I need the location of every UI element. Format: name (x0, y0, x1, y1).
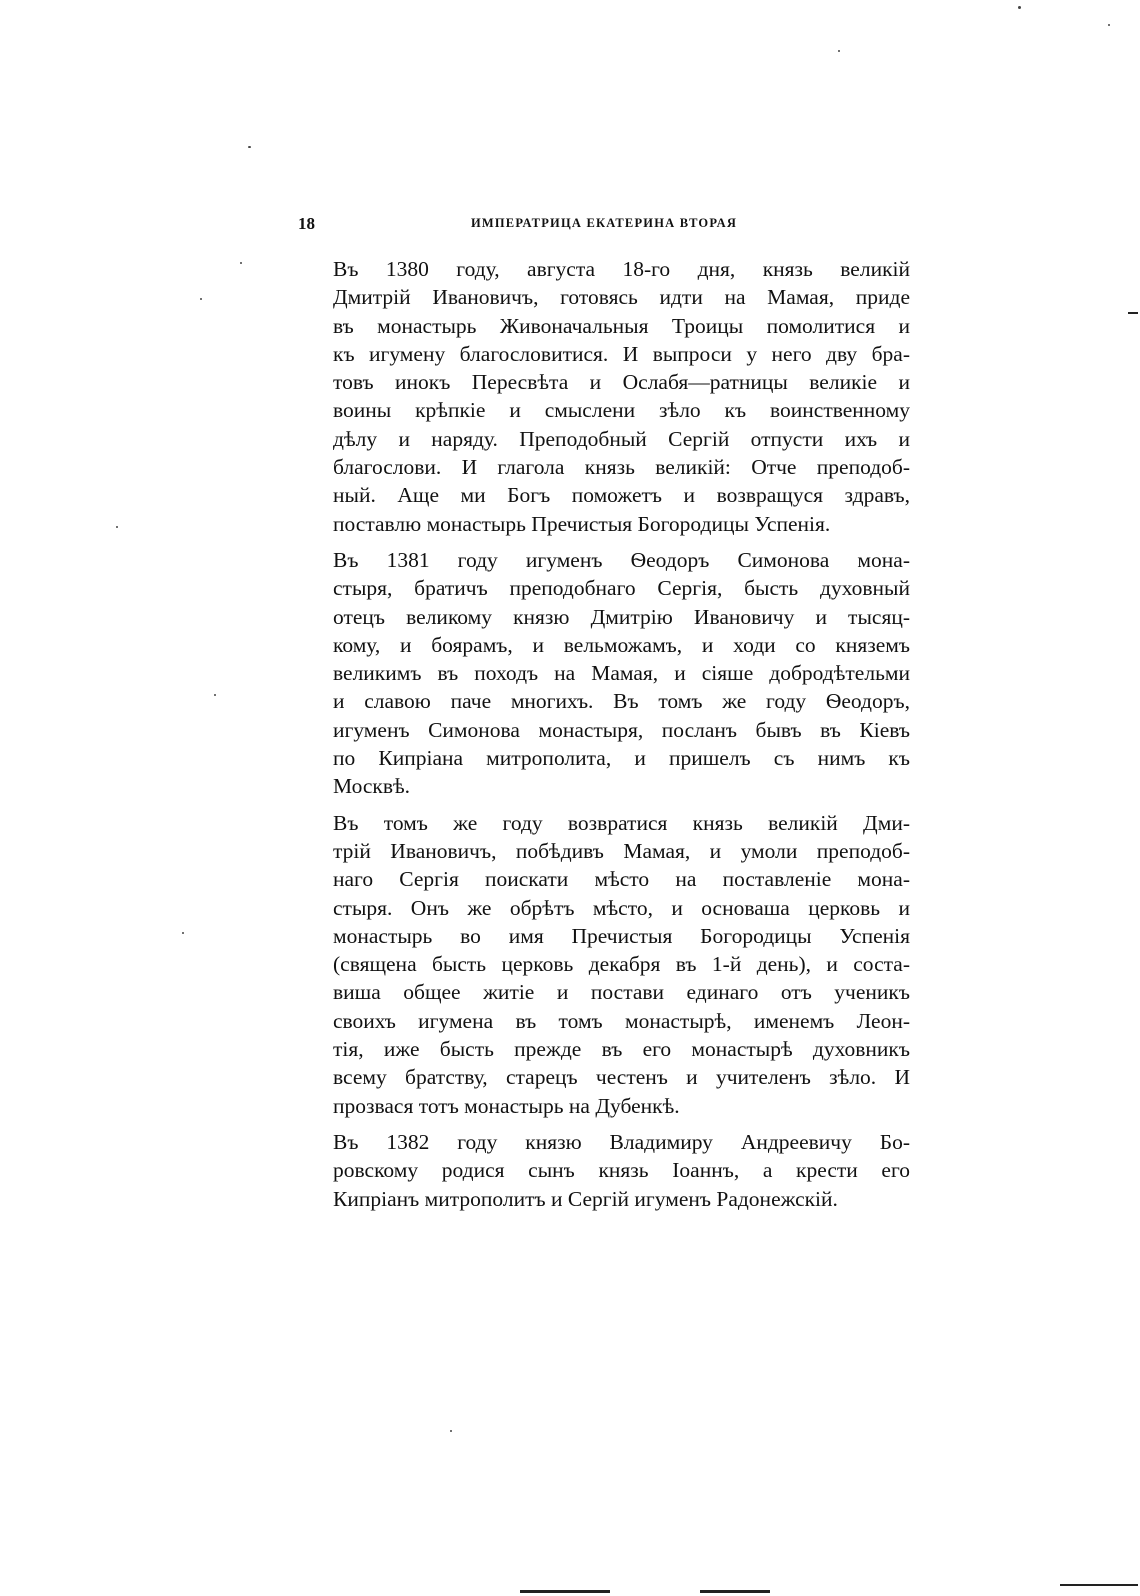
text-line: прозвася тотъ монастырь на Дубенкѣ. (333, 1093, 680, 1118)
running-head: ИМПЕРАТРИЦА ЕКАТЕРИНА ВТОРАЯ (470, 216, 738, 230)
text-line: ный. Аще ми Богъ поможетъ и возвращуся здравъ, (333, 483, 910, 508)
scan-speck (240, 262, 242, 264)
text-line: Въ томъ же году возвратися князь великій Дми- (333, 810, 910, 835)
text-line: Въ 1380 году, августа 18-го дня, князь великій (333, 257, 910, 281)
scan-speck (450, 1430, 452, 1432)
text-line: Въ 1382 году князю Владимиру Андреевичу Бо- (333, 1129, 910, 1154)
text-line: Кипріанъ митрополитъ и Сергій игуменъ Радонежскій. (333, 1186, 838, 1211)
text-line: дѣлу и наряду. Преподобный Сергій отпусти ихъ и (333, 426, 910, 451)
text-line: Москвѣ. (333, 774, 411, 799)
body-text (298, 255, 910, 1221)
paragraph-1382 (298, 1128, 910, 1213)
text-line: тія, иже бысть прежде въ его монастырѣ духовникъ (333, 1037, 910, 1062)
scan-mark (1060, 1584, 1138, 1586)
scan-speck (200, 298, 202, 300)
scan-speck (838, 50, 840, 52)
text-line: воины крѣпкіе и смыслени зѣло къ воинственному (333, 398, 910, 423)
scan-speck (1108, 24, 1110, 26)
scan-mark (700, 1590, 770, 1593)
text-line: по Кипріана митрополита, и пришелъ съ нимъ къ (333, 746, 910, 771)
text-line: Въ 1381 году игуменъ Ѳеодоръ Симонова мона- (333, 547, 910, 572)
paragraph-1380 (298, 255, 910, 538)
text-line: кому, и боярамъ, и вельможамъ, и ходи со княземъ (333, 632, 910, 657)
text-line: наго Сергія поискати мѣсто на поставленіе мона- (333, 867, 910, 892)
scan-speck (248, 146, 251, 148)
text-line: (священа бысть церковь декабря въ 1-й день), и соста- (333, 952, 910, 977)
text-line: игуменъ Симонова монастыря, посланъ бывъ въ Кіевъ (333, 717, 910, 742)
text-line: всему братству, старецъ честенъ и учителенъ зѣло. И (333, 1065, 910, 1090)
text-line: великимъ въ походъ на Мамая, и сіяше добродѣтельми (333, 661, 910, 686)
text-line: отецъ великому князю Дмитрію Ивановичу и тысяц- (333, 604, 910, 629)
text-line: стыря. Онъ же обрѣтъ мѣсто, и основаша церковь и (333, 895, 910, 920)
scan-speck (1018, 6, 1021, 9)
text-line: благослови. И глагола князь великій: Отче преподоб- (333, 455, 910, 480)
paragraph-return (298, 809, 910, 1120)
scan-mark (520, 1590, 610, 1593)
text-line: товъ инокъ Пересвѣта и Ослабя—ратницы великіе и (333, 370, 910, 395)
text-line: Дмитрій Ивановичъ, готовясь идти на Мамая, приде (333, 285, 910, 310)
text-line: своихъ игумена въ томъ монастырѣ, именемъ Леон- (333, 1008, 910, 1033)
text-line: ровскому родися сынъ князь Іоаннъ, а крести его (333, 1158, 910, 1183)
text-line: поставлю монастырь Пречистыя Богородицы Успенія. (333, 511, 831, 536)
scan-speck (214, 694, 216, 696)
text-line: монастырь во имя Пречистыя Богородицы Успенія (333, 923, 910, 948)
paragraph-1381 (298, 546, 910, 801)
text-line: къ игумену благословитися. И выпроси у него дву бра- (333, 341, 910, 366)
scan-mark (1128, 312, 1138, 314)
text-line: виша общее житіе и постави единаго отъ ученикъ (333, 980, 910, 1005)
text-line: стыря, братичъ преподобнаго Сергія, бысть духовный (333, 576, 910, 601)
scan-speck (182, 932, 184, 934)
page-number: 18 (298, 214, 315, 233)
text-line: въ монастырь Живоначальныя Троицы помолитися и (333, 313, 910, 338)
page-header (298, 214, 910, 236)
text-line: трій Ивановичъ, побѣдивъ Мамая, и умоли преподоб- (333, 838, 910, 863)
scan-speck (116, 526, 118, 528)
text-line: и славою паче многихъ. Въ томъ же году Ѳеодоръ, (333, 689, 910, 714)
